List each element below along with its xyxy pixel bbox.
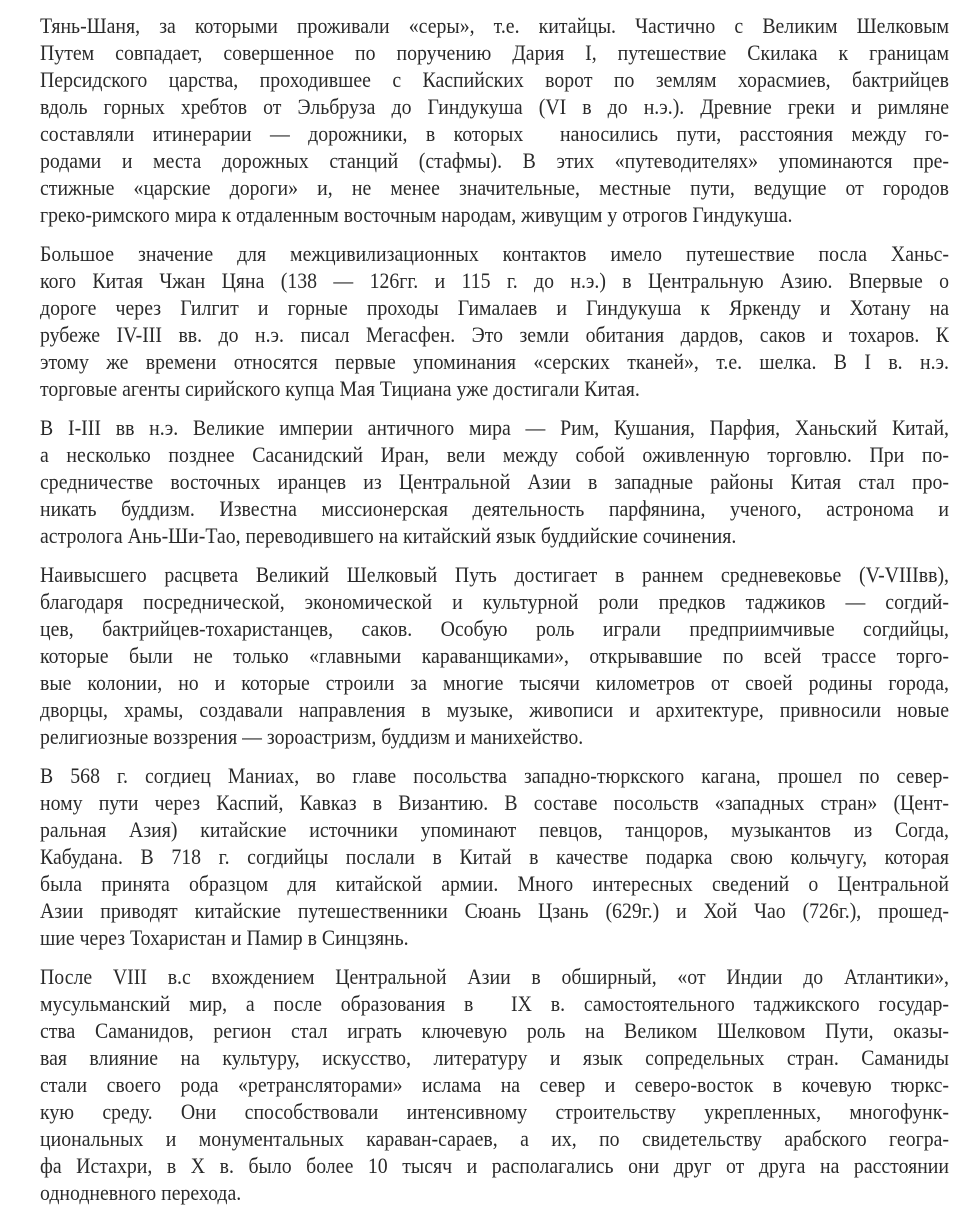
text-line: родами и места дорожных станций (стафмы). В этих «путеводителях» упоминаются пре- — [40, 148, 949, 173]
text-line: вдоль горных хребтов от Эльбруза до Гиндукуша (VI в до н.э.). Древние греки и римляне — [40, 94, 949, 119]
text-line: никать буддизм. Известна миссионерская деятельность парфянина, ученого, астронома и — [40, 496, 949, 521]
text-line: Азии приводят китайские путешественники Сюань Цзань (629г.) и Хой Чао (726г.), прошед- — [40, 898, 949, 923]
text-line: Кабудана. В 718 г. согдийцы послали в Китай в качестве подарка свою кольчугу, которая — [40, 844, 949, 869]
text-line: однодневного перехода. — [40, 1180, 242, 1205]
text-line: дворцы, храмы, создавали направления в музыке, живописи и архитектуре, привносили новые — [40, 697, 949, 722]
text-line: была принята образцом для китайской армии. Много интересных сведений о Центральной — [40, 871, 949, 896]
text-line: шие через Тохаристан и Памир в Синцзянь. — [40, 925, 409, 950]
text-line: стали своего рода «ретрансляторами» ислама на север и северо-восток в кочевую тюркс- — [40, 1072, 949, 1097]
text-line: вая влияние на культуру, искусство, литературу и язык сопредельных стран. Саманиды — [40, 1045, 949, 1070]
text-line: ному пути через Каспий, Кавказ в Византию. В составе посольств «западных стран» (Цент- — [40, 790, 949, 815]
text-line: средничестве восточных иранцев из Центральной Азии в западные районы Китая стал про- — [40, 469, 949, 494]
text-line: ральная Азия) китайские источники упоминают певцов, танцоров, музыкантов из Согда, — [40, 817, 949, 842]
paragraph-sogdians — [40, 561, 949, 750]
text-line: благодаря посреднической, экономической и культурной роли предков таджиков — согдий- — [40, 589, 949, 614]
text-line: Персидского царства, проходившее с Каспийских ворот по землям хорасмиев, бактрийцев — [40, 67, 949, 92]
text-line: Большое значение для межцивилизационных контактов имело путешествие посла Ханьс- — [40, 241, 949, 266]
text-line: дороге через Гилгит и горные проходы Гималаев и Гиндукуша к Яркенду и Хотану на — [40, 295, 949, 320]
paragraph-samanids — [40, 963, 949, 1206]
paragraph-zhang-qian — [40, 240, 949, 402]
text-line: а несколько позднее Сасанидский Иран, вели между собой оживленную торговлю. При по- — [40, 442, 949, 467]
text-line: ства Саманидов, регион стал играть ключевую роль на Великом Шелковом Пути, оказы- — [40, 1018, 949, 1043]
text-line: Тянь-Шаня, за которыми проживали «серы», т.е. китайцы. Частично с Великим Шелковым — [40, 13, 949, 38]
text-line: Путем совпадает, совершенное по поручению Дария I, путешествие Скилака к границам — [40, 40, 949, 65]
text-line: вые колонии, но и которые строили за многие тысячи километров от своей родины города, — [40, 670, 949, 695]
text-line: стижные «царские дороги» и, не менее значительные, местные пути, ведущие от городов — [40, 175, 949, 200]
text-line: После VIII в.с вхождением Центральной Азии в обширный, «от Индии до Атлантики», — [40, 964, 949, 989]
text-line: которые были не только «главными караванщиками», открывавшие по всей трассе торго- — [40, 643, 949, 668]
text-line: фа Истахри, в X в. было более 10 тысяч и располагались они друг от друга на расстоянии — [40, 1153, 949, 1178]
paragraph-tian-shan-routes — [40, 12, 949, 228]
scanned-document-page — [40, 12, 949, 1218]
text-line: составляли итинерарии — дорожники, в которых наносились пути, расстояния между го- — [40, 121, 949, 146]
text-line: религиозные воззрения — зороастризм, буддизм и манихейство. — [40, 724, 584, 749]
text-line: цев, бактрийцев-тохаристанцев, саков. Особую роль играли предприимчивые согдийцы, — [40, 616, 949, 641]
text-line: кого Китая Чжан Цяна (138 — 126гг. и 115 г. до н.э.) в Центральную Азию. Впервые о — [40, 268, 949, 293]
text-line: мусульманский мир, а после образования в IX в. самостоятельного таджикского государ- — [40, 991, 949, 1016]
text-line: кую среду. Они способствовали интенсивному строительству укрепленных, многофунк- — [40, 1099, 949, 1124]
paragraph-ancient-empires — [40, 414, 949, 549]
text-line: астролога Ань-Ши-Тао, переводившего на китайский язык буддийские сочинения. — [40, 523, 737, 548]
text-line: торговые агенты сирийского купца Мая Тициана уже достигали Китая. — [40, 376, 640, 401]
text-line: В 568 г. согдиец Маниах, во главе посольства западно-тюркского кагана, прошел по север- — [40, 763, 949, 788]
text-line: рубеже IV-III вв. до н.э. писал Мегасфен. Это земли обитания дардов, саков и тохаров. К — [40, 322, 949, 347]
text-line: Наивысшего расцвета Великий Шелковый Путь достигает в раннем средневековье (V-VIIIвв), — [40, 562, 949, 587]
paragraph-maniakh — [40, 762, 949, 951]
text-line: В I-III вв н.э. Великие империи античного мира — Рим, Кушания, Парфия, Ханьский Китай, — [40, 415, 949, 440]
text-line: этому же времени относятся первые упоминания «серских тканей», т.е. шелка. В I в. н.э. — [40, 349, 949, 374]
text-line: греко-римского мира к отдаленным восточным народам, живущим у отрогов Гиндукуша. — [40, 202, 793, 227]
text-line: циональных и монументальных караван-сараев, а их, по свидетельству арабского геогра- — [40, 1126, 949, 1151]
